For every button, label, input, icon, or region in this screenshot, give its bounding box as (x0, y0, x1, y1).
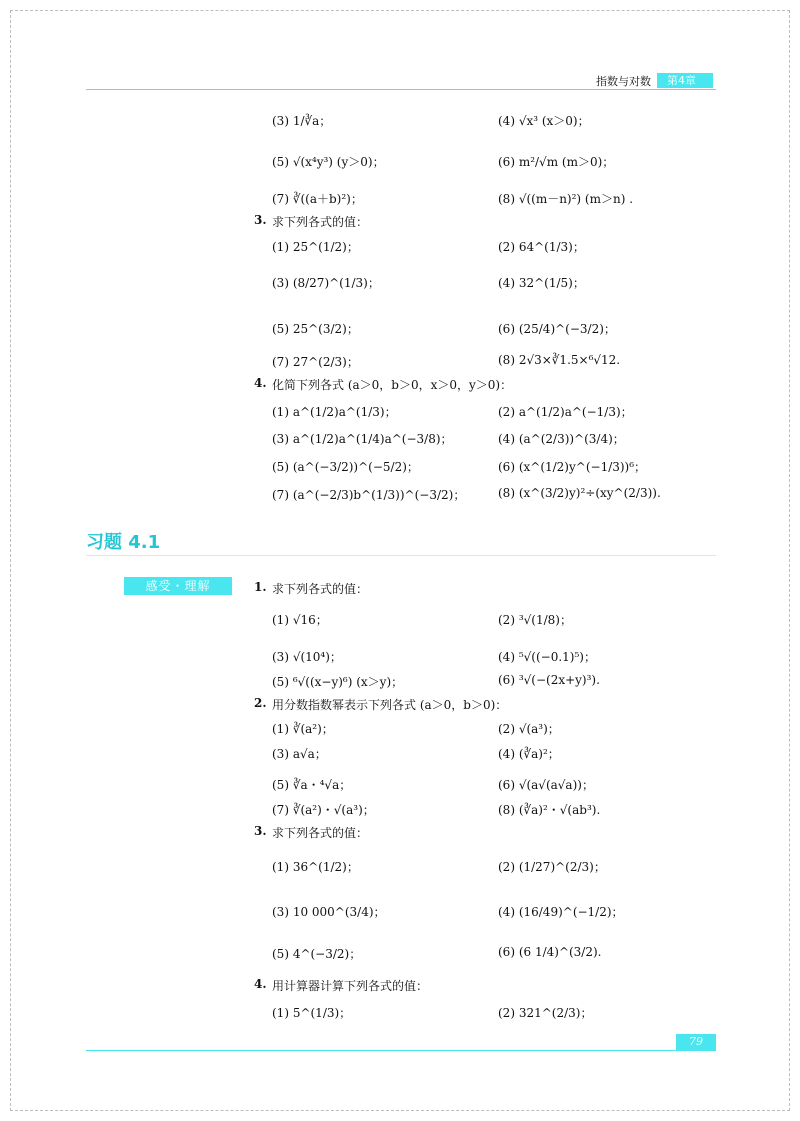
item: (6) (25/4)^(−3/2)； (498, 322, 616, 336)
item: (6) √(a√(a√a))； (498, 778, 594, 792)
item: (3) 1/∛a； (272, 114, 332, 128)
item: (1) a^(1/2)a^(1/3)； (272, 405, 397, 419)
item: (1) 36^(1/2)； (272, 860, 359, 874)
item: (2) 64^(1/3)； (498, 240, 585, 254)
item: (3) 10 000^(3/4)； (272, 905, 386, 919)
question-number: 4. (254, 977, 267, 991)
section-tag: 感受・理解 (124, 577, 232, 595)
header-rule (86, 89, 716, 90)
header-title: 指数与对数 (596, 74, 651, 88)
item: (1) 5^(1/3)； (272, 1006, 352, 1020)
item: (7) 27^(2/3)； (272, 355, 359, 369)
question-text: 求下列各式的值： (272, 826, 369, 840)
item: (5) 25^(3/2)； (272, 322, 359, 336)
item: (8) (∛a)²・√(ab³). (498, 803, 601, 817)
question-text: 化简下列各式 (a＞0，b＞0，x＞0，y＞0)： (272, 378, 513, 392)
item: (1) √16； (272, 613, 328, 627)
item: (3) √(10⁴)； (272, 650, 342, 664)
item: (3) (8/27)^(1/3)； (272, 276, 380, 290)
footer-rule (86, 1050, 716, 1051)
item: (5) √(x⁴y³) (y＞0)； (272, 155, 385, 169)
item: (5) ∛a・⁴√a； (272, 778, 352, 792)
item: (2) (1/27)^(2/3)； (498, 860, 606, 874)
item: (2) 321^(2/3)； (498, 1006, 593, 1020)
item: (7) ∛(a²)・√(a³)； (272, 803, 375, 817)
question-text: 求下列各式的值： (272, 582, 369, 596)
item: (5) (a^(−3/2))^(−5/2)； (272, 460, 419, 474)
running-header (590, 73, 713, 88)
question-number: 2. (254, 696, 267, 710)
item: (3) a√a； (272, 747, 327, 761)
item: (6) (x^(1/2)y^(−1/3))⁶； (498, 460, 647, 474)
item: (8) 2√3×∛1.5×⁶√12. (498, 353, 621, 367)
chapter-badge: 第4章 (657, 73, 713, 88)
item: (1) 25^(1/2)； (272, 240, 359, 254)
section-title: 习题 4.1 (86, 532, 161, 553)
item: (8) (x^(3/2)y)²÷(xy^(2/3)). (498, 486, 661, 500)
page-number: 79 (676, 1034, 716, 1050)
question-text: 用分数指数幂表示下列各式 (a＞0，b＞0)： (272, 698, 508, 712)
question-number: 3. (254, 213, 267, 227)
item: (8) √((m－n)²) (m＞n) . (498, 192, 634, 206)
item: (7) (a^(−2/3)b^(1/3))^(−3/2)； (272, 488, 466, 502)
item: (2) ³√(1/8)； (498, 613, 572, 627)
item: (2) a^(1/2)a^(−1/3)； (498, 405, 633, 419)
question-number: 4. (254, 376, 267, 390)
section-rule (86, 555, 716, 556)
page-border (10, 10, 790, 1111)
item: (6) ³√(−(2x+y)³). (498, 673, 600, 687)
question-number: 1. (254, 580, 267, 594)
item: (5) ⁶√((x−y)⁶) (x＞y)； (272, 675, 404, 689)
item: (4) (16/49)^(−1/2)； (498, 905, 624, 919)
item: (5) 4^(−3/2)； (272, 947, 362, 961)
item: (6) m²/√m (m＞0)； (498, 155, 615, 169)
item: (4) ⁵√((−0.1)⁵)； (498, 650, 596, 664)
item: (1) ∛(a²)； (272, 722, 334, 736)
item: (4) (a^(2/3))^(3/4)； (498, 432, 625, 446)
item: (3) a^(1/2)a^(1/4)a^(−3/8)； (272, 432, 453, 446)
item: (4) (∛a)²； (498, 747, 560, 761)
question-number: 3. (254, 824, 267, 838)
question-text: 用计算器计算下列各式的值： (272, 979, 429, 993)
item: (4) √x³ (x＞0)； (498, 114, 590, 128)
item: (6) (6 1/4)^(3/2). (498, 945, 602, 959)
item: (7) ∛((a＋b)²)； (272, 192, 363, 206)
item: (2) √(a³)； (498, 722, 560, 736)
question-text: 求下列各式的值： (272, 215, 369, 229)
item: (4) 32^(1/5)； (498, 276, 585, 290)
